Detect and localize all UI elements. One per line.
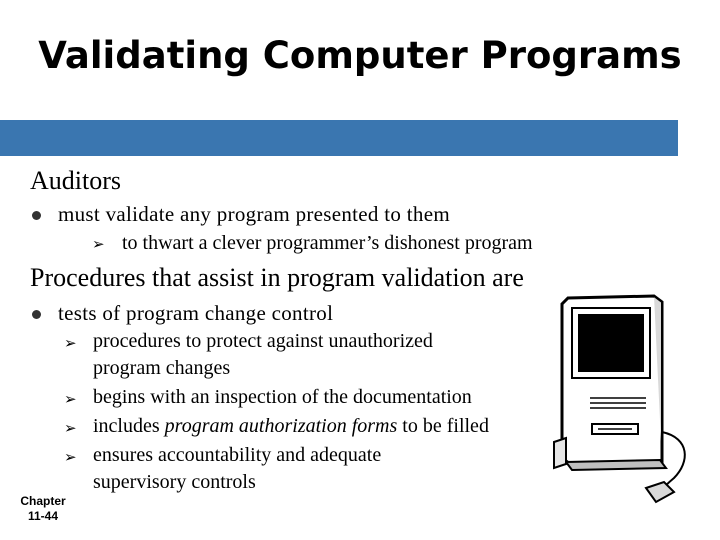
bullet-dot-icon (32, 310, 41, 319)
arrow-bullet-icon: ➢ (92, 235, 105, 253)
sub-inspection: begins with an inspection of the documentation (93, 386, 472, 408)
sub-thwart: to thwart a clever programmer’s dishonest program (122, 232, 533, 254)
arrow-bullet-icon: ➢ (64, 448, 77, 466)
title-band (0, 120, 678, 156)
sub3-italic: program authorization forms (164, 415, 398, 437)
sub3-pre: includes (93, 415, 165, 437)
sub-authorization-forms (93, 415, 489, 438)
heading-procedures: Procedures that assist in program validation are (30, 263, 524, 292)
computer-icon (550, 292, 700, 512)
bullet-dot-icon (32, 211, 41, 220)
sub-procedures-line1: procedures to protect against unauthorized (93, 330, 433, 352)
chapter-footer (18, 494, 68, 524)
sub-accountability-line1: ensures accountability and adequate (93, 444, 382, 466)
footer-chapter: Chapter (20, 494, 66, 508)
arrow-bullet-icon: ➢ (64, 390, 77, 408)
sub3-post: to be filled (397, 415, 489, 437)
sub-accountability-line2: supervisory controls (93, 471, 256, 493)
arrow-bullet-icon: ➢ (64, 419, 77, 437)
heading-auditors: Auditors (30, 166, 121, 195)
bullet-must-validate: must validate any program presented to them (58, 202, 450, 226)
sub-procedures-line2: program changes (93, 357, 231, 379)
footer-page: 11-44 (27, 509, 59, 523)
bullet-change-control: tests of program change control (58, 301, 334, 325)
arrow-bullet-icon: ➢ (64, 334, 77, 352)
slide-title: Validating Computer Programs (38, 34, 682, 77)
